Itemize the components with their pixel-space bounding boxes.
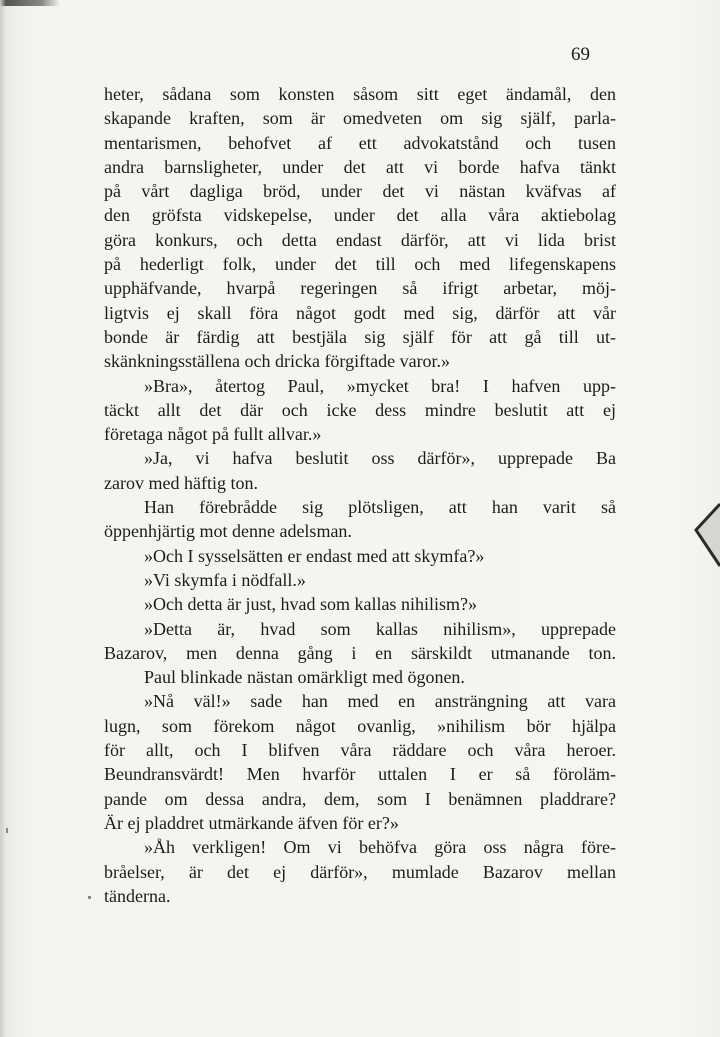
text-line: »Och I sysselsätten er endast med att skymfa?» xyxy=(144,545,485,566)
text-line: Är ej pladdret utmärkande äfven för er?» xyxy=(104,812,399,833)
text-line: mentarismen, behofvet af ett advokatstånd och tusen xyxy=(104,132,616,153)
text-line: »Vi skymfa i nödfall.» xyxy=(144,569,306,590)
text-line: Bazarov, men denna gång i en särskildt utmanande ton. xyxy=(104,642,616,663)
text-line: Han förebrådde sig plötsligen, att han varit så xyxy=(144,497,616,518)
text-line: bråelser, är det ej därför», mumlade Bazarov mellan xyxy=(104,861,616,882)
binding-shadow xyxy=(0,0,6,1037)
margin-speck xyxy=(88,896,91,899)
text-line: ligtvis ej skall föra något godt med sig, därför att vår xyxy=(104,302,616,323)
text-line: heter, sådana som konsten såsom sitt eget ändamål, den xyxy=(104,84,616,104)
text-line: Paul blinkade nästan omärkligt med ögonen. xyxy=(144,667,465,688)
text-line: skänkningsställena och dricka förgiftade varor.» xyxy=(104,351,451,372)
text-line: Beundransvärdt! Men hvarför uttalen I er så föroläm- xyxy=(104,764,616,785)
text-line: den gröfsta vidskepelse, under det alla våra aktiebolag xyxy=(104,205,616,226)
text-line: »Och detta är just, hvad som kallas nihilism?» xyxy=(144,594,477,615)
page-number: 69 xyxy=(571,44,590,65)
text-line: för allt, och I blifven våra räddare och våra heroer. xyxy=(104,740,616,761)
text-line: zarov med häftig ton. xyxy=(104,472,258,493)
text-line: pande om dessa andra, dem, som I benämnen pladdrare? xyxy=(104,788,616,809)
body-text xyxy=(104,82,616,908)
text-line: på vårt dagliga bröd, under det vi nästan kväfvas af xyxy=(104,181,616,202)
text-line: täckt allt det där och icke dess mindre beslutit att ej xyxy=(104,399,616,420)
text-line: företaga något på fullt allvar.» xyxy=(104,424,322,445)
text-line: »Åh verkligen! Om vi behöfva göra oss några före- xyxy=(144,837,616,858)
margin-speck xyxy=(6,828,8,833)
text-line: upphäfvande, hvarpå regeringen så ifrigt arbetar, möj- xyxy=(104,278,616,299)
text-line: tänderna. xyxy=(104,885,171,906)
text-line: »Ja, vi hafva beslutit oss därför», upprepade Ba xyxy=(144,448,616,469)
text-line: lugn, som förekom något ovanlig, »nihilism bör hjälpa xyxy=(104,715,616,736)
text-line: »Detta är, hvad som kallas nihilism», upprepade xyxy=(144,618,616,639)
text-line: skapande kraften, som är omedveten om sig själf, parla- xyxy=(104,108,616,129)
text-line: andra barnsligheter, under det att vi borde hafva tänkt xyxy=(104,156,616,177)
text-line: »Bra», återtog Paul, »mycket bra! I hafven upp- xyxy=(144,375,616,396)
page-tab-marker-icon xyxy=(694,500,720,570)
text-line: bonde är färdig att bestjäla sig själf för att gå till ut- xyxy=(104,326,616,347)
text-line: göra konkurs, och detta endast därför, att vi lida brist xyxy=(104,229,616,250)
text-line: »Nå väl!» sade han med en ansträngning att vara xyxy=(144,691,616,712)
page-top-edge xyxy=(0,0,60,6)
text-line: på hederligt folk, under det till och med lifegenskapens xyxy=(104,254,616,275)
text-line: öppenhjärtig mot denne adelsman. xyxy=(104,521,352,542)
